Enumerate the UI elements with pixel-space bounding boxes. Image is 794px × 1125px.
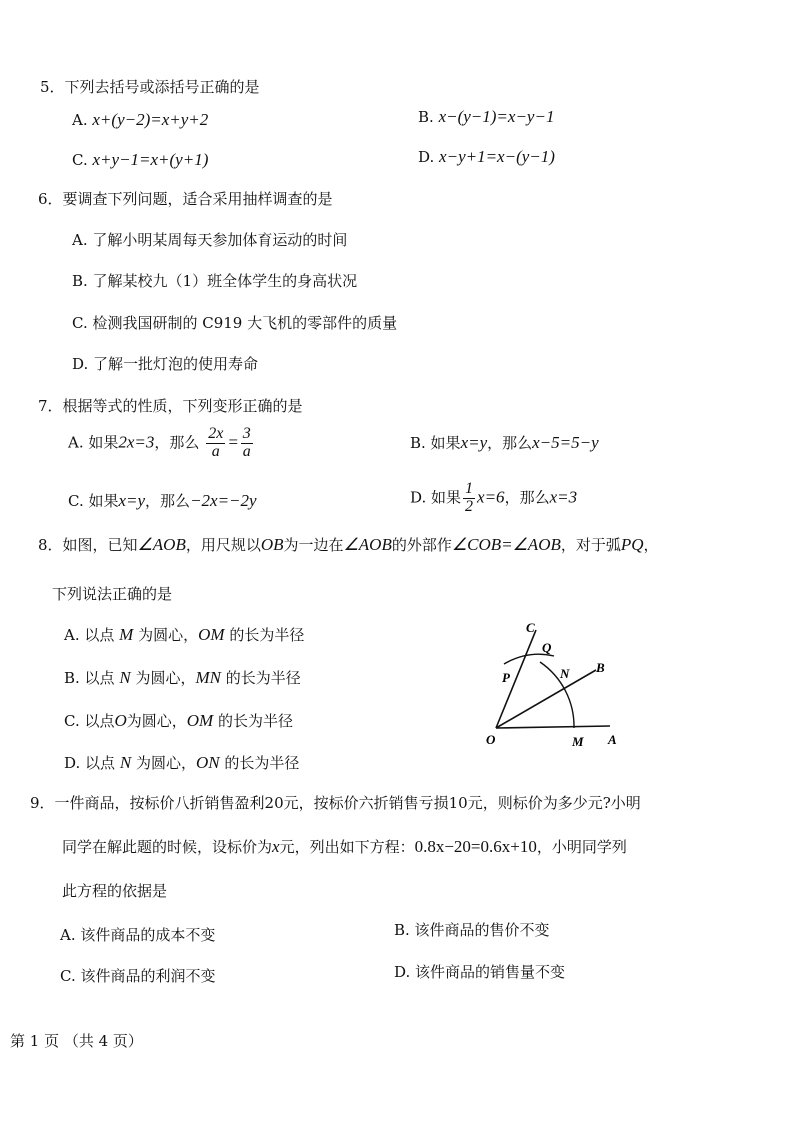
q5-option-c: C. x+y−1=x+(y+1) [72,150,209,169]
q8-stem: 8．如图，已知∠AOB，用尺规以OB为一边在∠AOB的外部作∠COB=∠AOB，对于弧PQ， [38,535,659,554]
q8-option-d: D. 以点 N 为圆心，ON 的长为半径 [64,753,300,772]
q5-stem: 5．下列去括号或添括号正确的是 [40,78,260,96]
q5-option-b: B. x−(y−1)=x−y−1 [418,107,555,126]
q7-option-a: A. 如果2x=3，那么 $\frac{2x}{a}$ = $\frac{3}{a}$ [68,425,251,460]
q5-option-d: D. x−y+1=x−(y−1) [418,147,555,166]
label-a: A [608,732,617,747]
ray-ob [496,670,596,728]
q7-option-c: C. 如果x=y，那么−2x=−2y [68,491,257,510]
q6-option-d: D. 了解一批灯泡的使用寿命 [72,355,259,373]
label-c: C [526,620,535,635]
q9-line2: 同学在解此题的时候，设标价为x元，列出如下方程：0.8x−20=0.6x+10，小明同学列 [62,837,627,856]
label-m: M [572,734,584,749]
q9-option-c: C. 该件商品的利润不变 [60,967,216,985]
q9-option-b: B. 该件商品的售价不变 [394,921,550,939]
q8-option-b: B. 以点 N 为圆心，MN 的长为半径 [64,668,301,687]
label-n: N [560,666,570,681]
label-b: B [596,660,605,675]
q7-d-fraction: $\frac{1}{2}$ [465,480,474,515]
q8-option-a: A. 以点 M 为圆心，OM 的长为半径 [64,625,305,644]
q8-figure [478,612,628,752]
q6-option-a: A. 了解小明某周每天参加体育运动的时间 [72,231,348,249]
q5-option-a: A. x+(y−2)=x+y+2 [72,110,209,129]
q9-line3: 此方程的依据是 [62,882,168,900]
q9-option-d: D. 该件商品的销售量不变 [394,963,566,981]
label-q: Q [542,640,552,655]
page-footer: 第 1 页 （共 4 页） [10,1032,143,1050]
label-p: P [502,670,510,685]
ray-oa [496,726,610,728]
q7-option-d: D. 如果 $\frac{1}{2}$ x=6，那么x=3 [410,480,578,515]
q8-option-c: C. 以点O为圆心，OM 的长为半径 [64,711,294,730]
label-o: O [486,732,496,747]
q7-a-fraction-right: $\frac{3}{a}$ [242,425,251,460]
q6-stem: 6．要调查下列问题，适合采用抽样调查的是 [38,190,333,208]
q7-a-fraction-left: $\frac{2x}{a}$ [208,425,224,460]
q6-option-c: C. 检测我国研制的 C919 大飞机的零部件的质量 [72,314,398,332]
q8-stem-line2: 下列说法正确的是 [52,585,173,603]
q7-stem: 7．根据等式的性质，下列变形正确的是 [38,397,303,415]
q9-option-a: A. 该件商品的成本不变 [60,926,216,944]
arc-pq [504,654,554,664]
q6-option-b: B. 了解某校九（1）班全体学生的身高状况 [72,272,358,290]
q7-option-b: B. 如果x=y，那么x−5=5−y [410,433,599,452]
q9-line1: 9．一件商品，按标价八折销售盈利20元，按标价六折销售亏损10元，则标价为多少元?小明 [30,794,641,812]
